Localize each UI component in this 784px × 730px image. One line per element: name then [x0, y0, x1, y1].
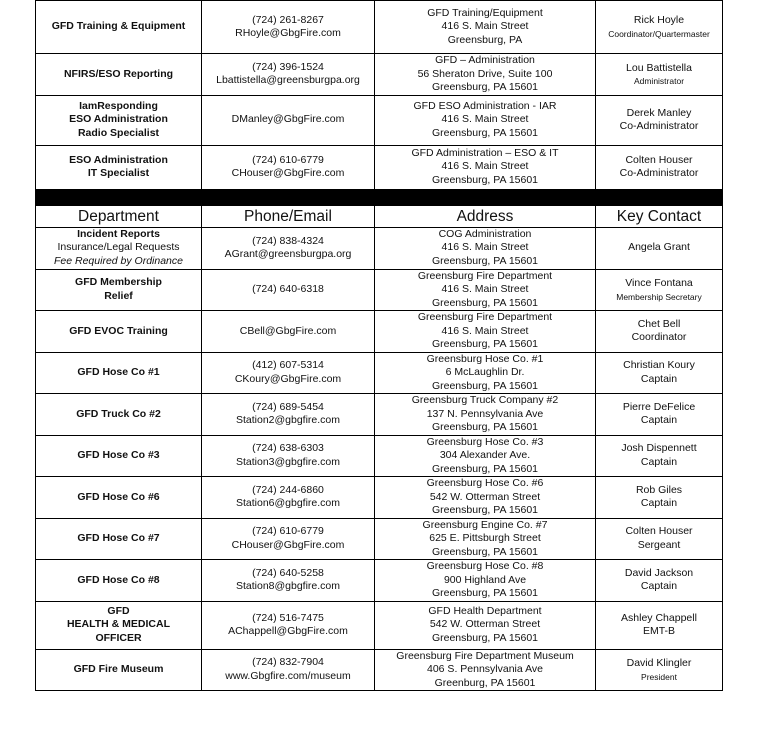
- address-line: GFD Administration – ESO & IT: [411, 146, 559, 159]
- address-cell: [375, 311, 596, 353]
- phone-number: (724) 638-6303: [252, 442, 324, 455]
- email-address: www.Gbgfire.com/museum: [225, 669, 351, 682]
- key-contact-cell: [596, 352, 723, 394]
- header-address: Address: [375, 205, 596, 227]
- address-line: Greensburg, PA 15601: [431, 421, 539, 433]
- contact-name: Josh Dispennett: [621, 442, 697, 455]
- address-line: Greensburg, PA: [447, 33, 523, 46]
- address-line: Greensburg, PA 15601: [431, 81, 539, 93]
- email-address: Station2@gbgfire.com: [235, 414, 341, 427]
- address-line: Greensburg Hose Co. #8: [426, 560, 544, 572]
- address-cell: [375, 145, 596, 189]
- department-cell: [36, 435, 202, 477]
- address-cell: [375, 227, 596, 269]
- phone-email-cell: [202, 394, 375, 436]
- phone-email-cell: [202, 560, 375, 602]
- department-cell: [36, 352, 202, 394]
- table-row: [36, 435, 723, 477]
- table-row: [36, 145, 723, 189]
- phone-email-cell: [202, 145, 375, 189]
- department-cell: [36, 649, 202, 691]
- table-row: [36, 394, 723, 436]
- address-line: GFD Training/Equipment: [427, 6, 543, 19]
- department-name: NFIRS/ESO Reporting: [63, 67, 174, 80]
- key-contact-cell: [596, 518, 723, 560]
- table-row: [36, 1, 723, 54]
- key-contact-cell: [596, 1, 723, 54]
- address-line: Greensburg Hose Co. #1: [426, 352, 544, 365]
- department-name: Relief: [104, 289, 133, 302]
- key-contact-cell: [596, 560, 723, 602]
- department-name: IamResponding: [79, 99, 158, 112]
- phone-email-cell: [202, 1, 375, 54]
- address-line: Greensburg, PA 15601: [431, 587, 539, 599]
- contact-role: Captain: [640, 580, 678, 593]
- address-line: Greensburg Truck Company #2: [411, 394, 559, 406]
- email-address: Lbattistella@greensburgpa.org: [216, 74, 360, 87]
- address-line: 416 S. Main Street: [441, 20, 529, 33]
- department-name: GFD Membership: [75, 276, 162, 289]
- address-line: 6 McLaughlin Dr.: [445, 366, 525, 378]
- email-address: RHoyle@GbgFire.com: [235, 27, 341, 39]
- contact-role: Captain: [640, 455, 678, 468]
- divider-section: [36, 189, 723, 227]
- department-name: GFD Fire Museum: [73, 663, 164, 675]
- key-contact-cell: [596, 435, 723, 477]
- phone-number: (724) 610-6779: [252, 153, 324, 166]
- contact-role: Captain: [640, 414, 678, 427]
- contact-name: Christian Koury: [623, 359, 695, 372]
- contact-name: Ashley Chappell: [621, 611, 697, 624]
- phone-email-cell: [202, 269, 375, 311]
- address-line: 900 Highland Ave: [443, 573, 527, 586]
- phone-number: (724) 640-5258: [252, 566, 324, 579]
- email-address: Station6@gbgfire.com: [235, 497, 341, 510]
- department-cell: [36, 394, 202, 436]
- address-cell: [375, 95, 596, 145]
- address-line: Greensburg Fire Department: [417, 269, 553, 282]
- address-line: Greensburg, PA 15601: [431, 504, 539, 516]
- contact-name: David Klingler: [626, 657, 692, 669]
- contact-name: Rick Hoyle: [633, 14, 685, 27]
- contact-role: Captain: [640, 372, 678, 385]
- address-line: 542 W. Otterman Street: [429, 618, 541, 631]
- department-note: Fee Required by Ordinance: [54, 254, 183, 267]
- department-name: GFD EVOC Training: [69, 324, 168, 337]
- address-cell: [375, 394, 596, 436]
- phone-email-cell: [202, 649, 375, 691]
- address-cell: [375, 54, 596, 96]
- address-cell: [375, 560, 596, 602]
- department-name: GFD Hose Co #7: [77, 532, 160, 544]
- department-name: HEALTH & MEDICAL: [66, 618, 171, 631]
- address-line: 406 S. Pennsylvania Ave: [427, 663, 543, 675]
- table-row: [36, 477, 723, 519]
- address-cell: [375, 601, 596, 649]
- table-row: [36, 54, 723, 96]
- contact-role: Administrator: [633, 76, 685, 86]
- address-line: Greensburg, PA 15601: [431, 126, 539, 139]
- key-contact-cell: [596, 54, 723, 96]
- table-row: [36, 518, 723, 560]
- email-address: DManley@GbgFire.com: [231, 113, 345, 126]
- address-line: Greensburg Fire Department Museum: [396, 649, 574, 662]
- phone-email-cell: [202, 227, 375, 269]
- department-cell: [36, 227, 202, 269]
- contact-role: Coordinator: [631, 331, 687, 344]
- department-cell: [36, 1, 202, 54]
- phone-number: (724) 689-5454: [252, 400, 324, 413]
- department-cell: [36, 560, 202, 602]
- contact-role: Co-Administrator: [619, 167, 699, 179]
- email-address: CKoury@GbgFire.com: [234, 372, 342, 385]
- address-line: Greenburg, PA 15601: [434, 676, 536, 689]
- address-line: Greensburg, PA 15601: [431, 545, 539, 558]
- department-name: Incident Reports: [77, 227, 160, 240]
- address-line: Greensburg, PA 15601: [431, 379, 539, 392]
- address-line: 625 E. Pittsburgh Street: [429, 532, 541, 544]
- department-name: GFD Hose Co #1: [77, 366, 160, 378]
- address-line: Greensburg, PA 15601: [431, 296, 539, 309]
- key-contact-cell: [596, 601, 723, 649]
- main-rows: [36, 227, 723, 691]
- address-line: 56 Sheraton Drive, Suite 100: [417, 67, 553, 80]
- address-line: 416 S. Main Street: [441, 160, 529, 173]
- key-contact-cell: [596, 269, 723, 311]
- contact-name: Colten Houser: [625, 153, 693, 166]
- email-address: CBell@GbgFire.com: [239, 324, 337, 337]
- department-name: ESO Administration: [69, 153, 168, 166]
- address-line: 137 N. Pennsylvania Ave: [426, 407, 544, 420]
- contact-name: Colten Houser: [625, 525, 693, 538]
- address-line: 304 Alexander Ave.: [439, 449, 531, 461]
- phone-number: (724) 610-6779: [252, 525, 324, 538]
- department-name: GFD Truck Co #2: [76, 407, 161, 420]
- key-contact-cell: [596, 95, 723, 145]
- department-name: Radio Specialist: [77, 126, 160, 139]
- phone-number: (724) 832-7904: [252, 656, 324, 669]
- contact-role: President: [641, 671, 677, 682]
- address-line: GFD ESO Administration - IAR: [413, 99, 557, 112]
- department-name: GFD Hose Co #8: [77, 573, 160, 586]
- header-phone-email: Phone/Email: [202, 205, 375, 227]
- contact-name: Pierre DeFelice: [622, 400, 696, 413]
- department-name: OFFICER: [95, 631, 142, 644]
- table-row: [36, 227, 723, 269]
- email-address: CHouser@GbgFire.com: [231, 538, 345, 551]
- contact-name: Angela Grant: [628, 241, 690, 254]
- email-address: CHouser@GbgFire.com: [231, 167, 345, 179]
- key-contact-cell: [596, 227, 723, 269]
- contact-name: Vince Fontana: [625, 277, 693, 289]
- contact-role: Membership Secretary: [616, 291, 702, 302]
- address-line: GFD Health Department: [428, 604, 542, 617]
- contact-role: Captain: [640, 497, 678, 510]
- address-line: Greensburg, PA 15601: [431, 173, 539, 186]
- address-line: Greensburg Hose Co. #3: [426, 435, 544, 448]
- top-rows: [36, 1, 723, 190]
- contact-name: Lou Battistella: [626, 61, 692, 74]
- address-line: COG Administration: [438, 227, 532, 240]
- email-address: Station8@gbgfire.com: [235, 580, 341, 593]
- contact-name: Chet Bell: [637, 317, 681, 330]
- contact-name: Rob Giles: [635, 483, 683, 496]
- table-row: [36, 352, 723, 394]
- phone-number: (724) 640-6318: [252, 283, 324, 295]
- email-address: Station3@gbgfire.com: [235, 455, 341, 468]
- email-address: AChappell@GbgFire.com: [228, 625, 348, 637]
- address-line: 542 W. Otterman Street: [429, 490, 541, 503]
- address-line: Greensburg, PA 15601: [431, 338, 539, 350]
- phone-email-cell: [202, 352, 375, 394]
- email-address: AGrant@greensburgpa.org: [224, 248, 352, 260]
- address-line: 416 S. Main Street: [441, 283, 529, 295]
- contact-role: EMT-B: [642, 625, 676, 637]
- key-contact-cell: [596, 477, 723, 519]
- table-row: [36, 269, 723, 311]
- table-header-row: [36, 205, 723, 227]
- key-contact-cell: [596, 311, 723, 353]
- department-name: GFD Hose Co #6: [77, 490, 160, 503]
- table-row: [36, 560, 723, 602]
- address-cell: [375, 518, 596, 560]
- address-line: 416 S. Main Street: [441, 324, 529, 337]
- address-cell: [375, 649, 596, 691]
- key-contact-cell: [596, 394, 723, 436]
- department-name: IT Specialist: [87, 167, 150, 179]
- contact-name: Derek Manley: [626, 106, 692, 119]
- department-cell: [36, 601, 202, 649]
- address-line: Greensburg Fire Department: [417, 311, 553, 323]
- department-cell: [36, 269, 202, 311]
- address-line: 416 S. Main Street: [441, 241, 529, 254]
- address-cell: [375, 477, 596, 519]
- phone-number: (724) 396-1524: [252, 60, 324, 73]
- phone-number: (724) 261-8267: [252, 13, 324, 26]
- department-name: ESO Administration: [69, 113, 168, 126]
- phone-email-cell: [202, 601, 375, 649]
- key-contact-cell: [596, 145, 723, 189]
- phone-number: (724) 838-4324: [252, 234, 324, 247]
- phone-email-cell: [202, 311, 375, 353]
- address-cell: [375, 352, 596, 394]
- fire-department-directory-table: [35, 0, 723, 691]
- address-line: Greensburg, PA 15601: [431, 631, 539, 644]
- table-row: [36, 601, 723, 649]
- address-line: 416 S. Main Street: [441, 113, 529, 126]
- department-subtitle: Insurance/Legal Requests: [57, 241, 180, 254]
- table-row: [36, 649, 723, 691]
- phone-number: (412) 607-5314: [252, 359, 324, 372]
- key-contact-cell: [596, 649, 723, 691]
- phone-email-cell: [202, 477, 375, 519]
- phone-number: (724) 516-7475: [252, 611, 324, 624]
- department-cell: [36, 311, 202, 353]
- address-line: GFD – Administration: [435, 54, 535, 66]
- header-department: Department: [36, 205, 202, 227]
- department-name: GFD Hose Co #3: [77, 449, 160, 461]
- table-row: [36, 311, 723, 353]
- address-line: Greensburg, PA 15601: [431, 462, 539, 475]
- header-key-contact: Key Contact: [596, 205, 723, 227]
- contact-role: Co-Administrator: [619, 120, 699, 132]
- department-cell: [36, 477, 202, 519]
- address-cell: [375, 269, 596, 311]
- table-row: [36, 95, 723, 145]
- department-cell: [36, 518, 202, 560]
- phone-number: (724) 244-6860: [252, 483, 324, 496]
- contact-name: David Jackson: [624, 566, 694, 579]
- address-cell: [375, 435, 596, 477]
- black-divider-bar: [36, 189, 723, 205]
- department-cell: [36, 145, 202, 189]
- contact-role: Coordinator/Quartermaster: [608, 28, 710, 39]
- phone-email-cell: [202, 54, 375, 96]
- department-name: GFD Training & Equipment: [51, 20, 186, 33]
- phone-email-cell: [202, 518, 375, 560]
- department-cell: [36, 95, 202, 145]
- department-name: GFD: [107, 604, 130, 617]
- address-cell: [375, 1, 596, 54]
- contact-role: Sergeant: [637, 538, 681, 551]
- address-line: Greensburg, PA 15601: [431, 254, 539, 267]
- department-cell: [36, 54, 202, 96]
- phone-email-cell: [202, 95, 375, 145]
- address-line: Greensburg Engine Co. #7: [422, 518, 548, 531]
- address-line: Greensburg Hose Co. #6: [426, 477, 544, 489]
- phone-email-cell: [202, 435, 375, 477]
